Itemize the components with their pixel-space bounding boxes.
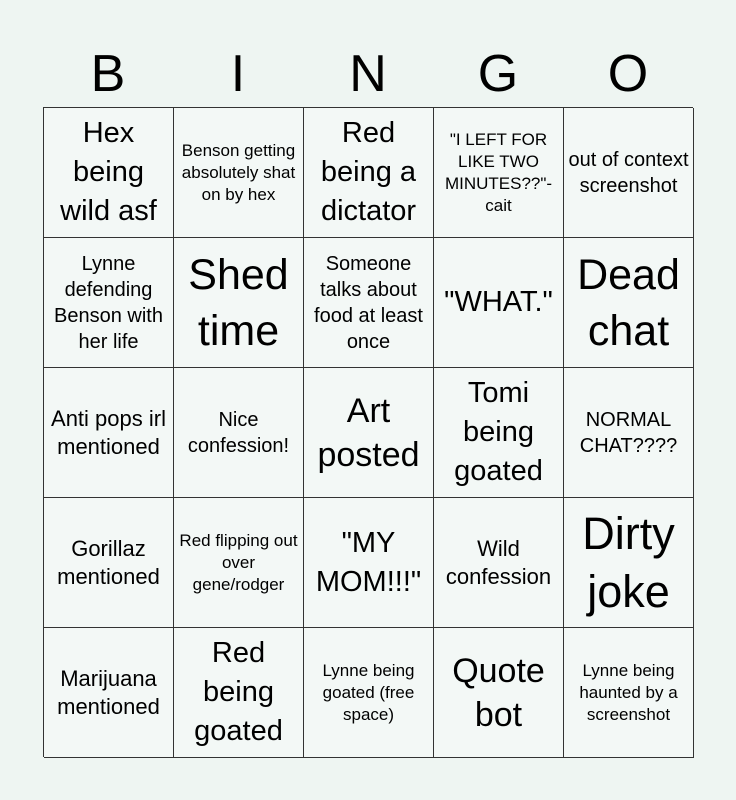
bingo-cell[interactable]: "WHAT." [434, 238, 564, 368]
bingo-cell[interactable]: Tomi being goated [434, 368, 564, 498]
bingo-cell[interactable]: Nice confession! [174, 368, 304, 498]
bingo-cell[interactable]: "MY MOM!!!" [304, 498, 434, 628]
bingo-cell[interactable]: Gorillaz mentioned [44, 498, 174, 628]
bingo-cell[interactable]: Lynne being haunted by a screenshot [564, 628, 694, 758]
bingo-cell[interactable]: Dead chat [564, 238, 694, 368]
bingo-cell[interactable]: Quote bot [434, 628, 564, 758]
bingo-cell[interactable]: "I LEFT FOR LIKE TWO MINUTES??"-cait [434, 108, 564, 238]
bingo-cell[interactable]: Hex being wild asf [44, 108, 174, 238]
bingo-cell[interactable]: Lynne being goated (free space) [304, 628, 434, 758]
bingo-cell[interactable]: Anti pops irl mentioned [44, 368, 174, 498]
bingo-cell[interactable]: Marijuana mentioned [44, 628, 174, 758]
bingo-cell[interactable]: Art posted [304, 368, 434, 498]
bingo-grid [43, 107, 693, 757]
bingo-cell[interactable]: Lynne defending Benson with her life [44, 238, 174, 368]
header-letter-o: O [607, 45, 649, 103]
bingo-cell[interactable]: Someone talks about food at least once [304, 238, 434, 368]
header-letter-b: B [90, 45, 126, 103]
bingo-cell[interactable]: Red being a dictator [304, 108, 434, 238]
bingo-cell[interactable]: Dirty joke [564, 498, 694, 628]
header-letter-n: N [349, 45, 387, 103]
bingo-cell[interactable]: Red being goated [174, 628, 304, 758]
bingo-cell[interactable]: Red flipping out over gene/rodger [174, 498, 304, 628]
bingo-cell[interactable]: out of context screenshot [564, 108, 694, 238]
bingo-cell[interactable]: Wild confession [434, 498, 564, 628]
bingo-header [43, 40, 693, 108]
header-letter-i: I [230, 45, 246, 103]
bingo-cell[interactable]: NORMAL CHAT???? [564, 368, 694, 498]
bingo-cell[interactable]: Shed time [174, 238, 304, 368]
bingo-cell[interactable]: Benson getting absolutely shat on by hex [174, 108, 304, 238]
header-letter-g: G [477, 45, 519, 103]
